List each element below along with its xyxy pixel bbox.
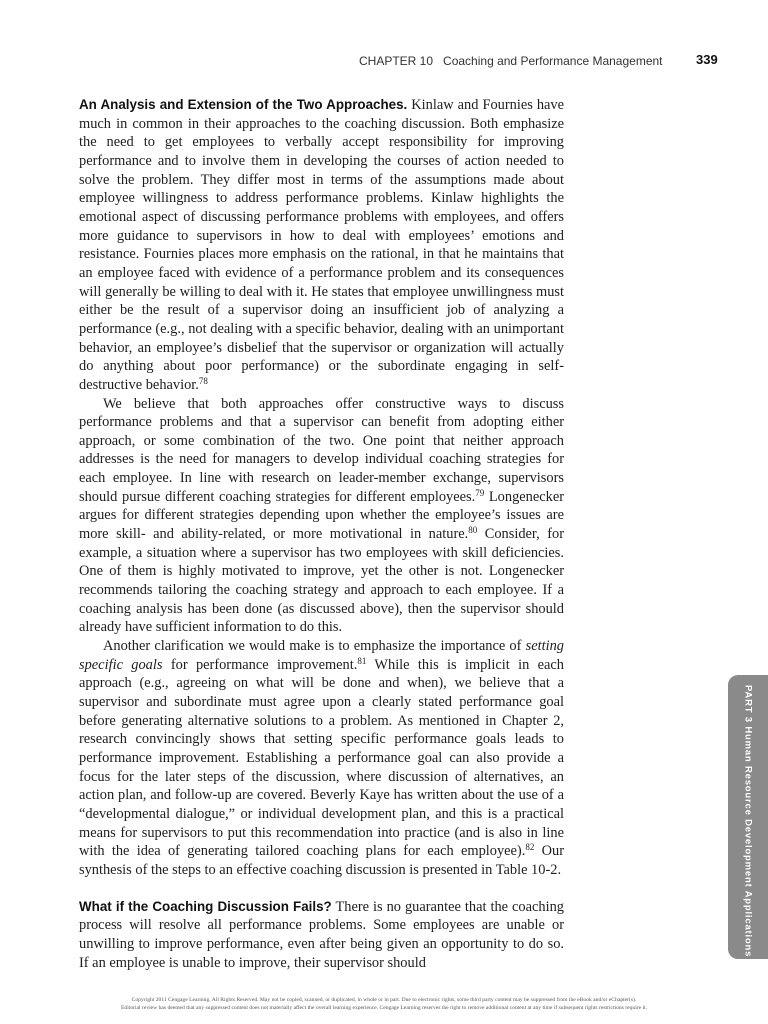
paragraph-goals [79, 637, 564, 880]
page-number: 339 [696, 52, 718, 67]
emphasis-text: setting specific goals [79, 638, 564, 673]
paragraph-text: Consider, for example, a situation where a supervisor has two employees with skill deficiencies. One of them is highly motivated to improve, yet the other is not. Longenecker recommends tailoring the coaching strategy and approach to each employee. If a coaching analysis has been done (as discussed above), then the supervisor should already have sufficient information to do this. [79, 526, 564, 636]
paragraph-text: While this is implicit in each approach (e.g., agreeing on what will be done and when), we believe that a supervisor and subordinate must agree upon a clearly stated performance goal before generating alternative solutions to a problem. As mentioned in Chapter 2, research convincingly shows that setting specific performance goals leads to performance improvement. Establishing a performance goal can also provide a focus for the later steps of the discussion, where discussion of alternatives, an action plan, and follow-up are covered. Beverly Kaye has written about the use of a “developmental dialogue,” or individual development plan, and this is a practical means for supervisors to put this recommendation into practice (and is also in line with the idea of generating tailored coaching plans for each employee). [79, 656, 564, 860]
part-side-tab [728, 675, 768, 959]
paragraph-text: There is no guarantee that the coaching process will resolve all performance problems. Some employees are unable or unwilling to improve performance, even after being given an opportunity to do so. If an employee is unable to improve, their supervisor should [79, 898, 564, 971]
paragraph-text: We believe that both approaches offer constructive ways to discuss performance problems and that a supervisor can benefit from adopting either approach, or some combination of the two. One point that neither approach addresses is the need for managers to develop individual coaching strategies for each employee. In line with research on leader-member exchange, supervisors should pursue different coaching strategies for different employees. [79, 395, 564, 505]
footnote-ref-81: 81 [357, 655, 367, 666]
footnote-ref-80: 80 [468, 525, 478, 536]
copyright-line-1: Copyright 2011 Cengage Learning. All Rights Reserved. May not be copied, scanned, or duplicated, in whole or in part. Due to electronic rights, some third party content may be suppressed from the eBook and/or eChapter(s). [131, 997, 637, 1003]
paragraph-text: Kinlaw and Fournies have much in common in their approaches to the coaching discussion. Both emphasize the need to get employees to verbally accept responsibility for improving performance and to involve them in developing the courses of action needed to solve the problem. They differ most in terms of the assumptions made about employee willingness to address performance problems. Kinlaw highlights the emotional aspect of discussing performance problems with employees, and offers more guidance to supervisors in how to deal with employees’ emotions and resistance. Fournies places more emphasis on the rational, in that he maintains that an employee faced with evidence of a performance problem and its consequences will generally be willing to deal with it. He states that employee unwillingness must either be the result of a supervisor doing an insufficient job of analyzing a performance (e.g., not dealing with a specific behavior, dealing with an unimportant behavior, an employee’s disbelief that the supervisor or organization will actually do anything about poor performance) or the subordinate engaging in self-destructive behavior. [79, 97, 564, 393]
footnote-ref-82: 82 [525, 842, 535, 853]
paragraph-fails [79, 898, 564, 973]
copyright-footer [0, 996, 768, 1012]
part-tab-label: PART 3 Human Resource Development Applications [742, 685, 754, 958]
paragraph-text: for performance improvement. [162, 656, 358, 673]
chapter-label [359, 54, 663, 68]
running-head [0, 52, 768, 70]
section-gap [79, 880, 564, 898]
section-heading-analysis: An Analysis and Extension of the Two Approaches. [79, 97, 408, 112]
chapter-number: CHAPTER 10 [359, 54, 434, 68]
paragraph-text: Another clarification we would make is to emphasize the importance of [103, 638, 526, 655]
chapter-title: Coaching and Performance Management [443, 54, 663, 68]
body-text [79, 96, 564, 972]
copyright-line-2: Editorial review has deemed that any suppressed content does not materially affect the overall learning experience. Cengage Learning reserves the right to remove additional content at any time if subsequent rights restrictions require it. [121, 1005, 647, 1011]
paragraph-strategies [79, 395, 564, 638]
footnote-ref-79: 79 [475, 487, 485, 498]
section-heading-fails: What if the Coaching Discussion Fails? [79, 898, 332, 914]
footnote-ref-78: 78 [198, 375, 208, 386]
paragraph-text: Longenecker argues for different strategies depending upon whether the employee’s issues are more skill- and ability-related, or more motivational in nature. [79, 488, 564, 543]
paragraph-analysis [79, 96, 564, 395]
paragraph-text: Our synthesis of the steps to an effective coaching discussion is presented in Table 10-2. [79, 843, 564, 878]
